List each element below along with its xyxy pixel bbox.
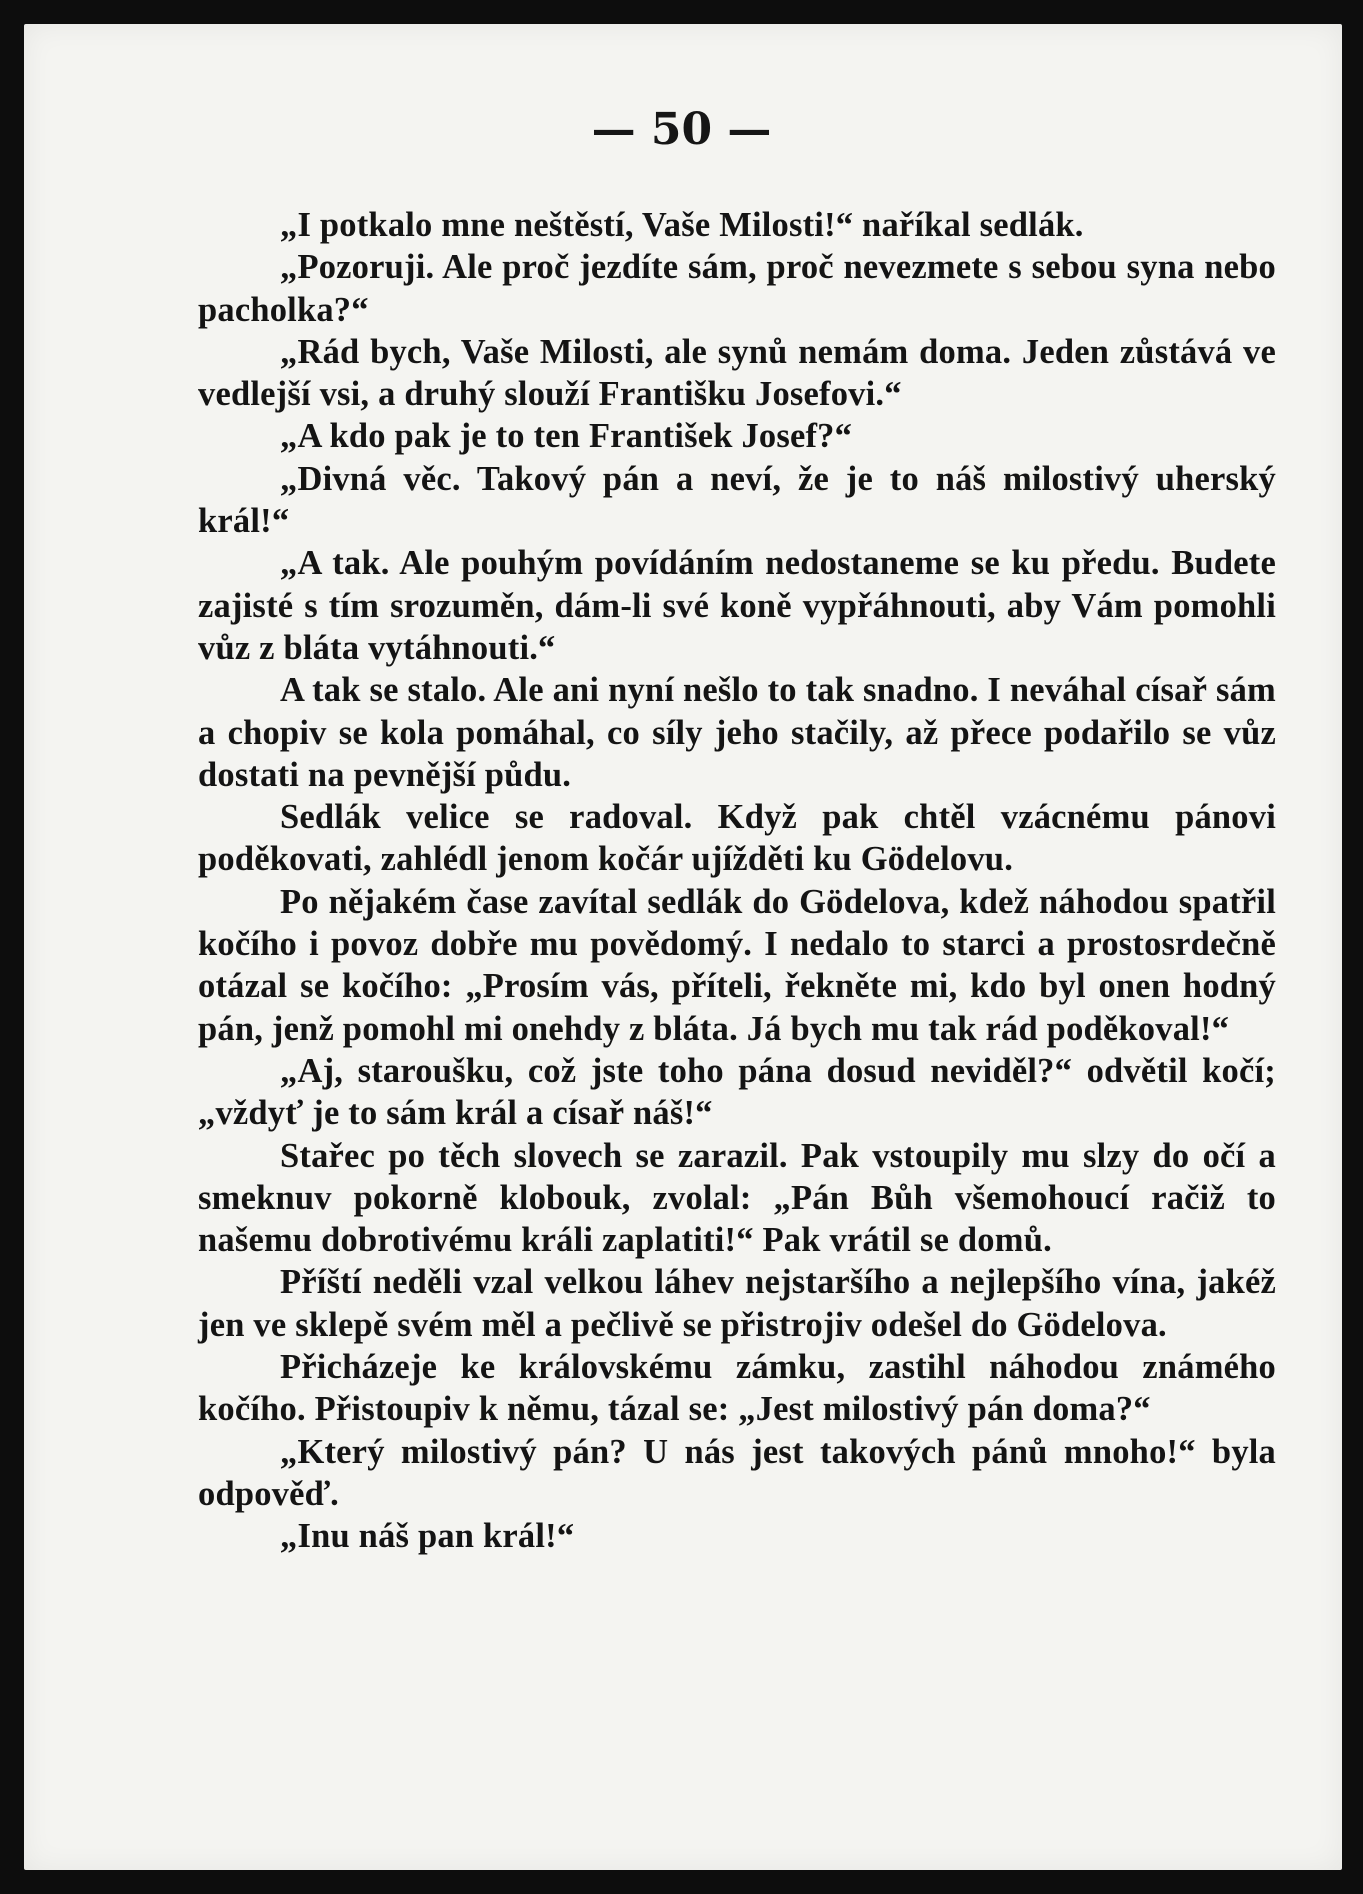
paragraph: Příští neděli vzal velkou láhev nejstaršího a nejlepšího vína, jakéž jen ve sklepě svém měl a pečlivě se přistrojiv odešel do Gödelova.: [198, 1263, 1276, 1344]
paragraph: Stařec po těch slovech se zarazil. Pak vstoupily mu slzy do očí a smeknuv pokorně klobouk, zvolal: „Pán Bůh všemohoucí račiž to našemu dobrotivému králi zaplatiti!“ Pak vrátil se domů.: [198, 1136, 1276, 1260]
paragraph: „Pozoruji. Ale proč jezdíte sám, proč nevezmete s sebou syna nebo pacholka?“: [198, 248, 1276, 329]
paragraph: Sedlák velice se radoval. Když pak chtěl vzácnému pánovi poděkovati, zahlédl jenom kočár ujížděti ku Gödelovu.: [198, 798, 1276, 879]
paragraph: „Aj, staroušku, což jste toho pána dosud neviděl?“ odvětil kočí; „vždyť je to sám král a císař náš!“: [198, 1051, 1276, 1133]
page-number: — 50 —: [591, 104, 772, 155]
paragraph: Po nějakém čase zavítal sedlák do Gödelova, kdež náhodou spatřil kočího i povoz dobře mu povědomý. I nedalo to starci a prostosrdečně otázal se kočího: „Prosím vás, příteli, řekněte mi, kdo byl onen hodný pán, jenž pomohl mi onehdy z bláta. Já bych mu tak rád poděkoval!“: [198, 882, 1276, 1048]
paragraph: „Rád bych, Vaše Milosti, ale synů nemám doma. Jeden zůstává ve vedlejší vsi, a druhý slouží Františku Josefovi.“: [198, 332, 1276, 414]
paragraph: „Který milostivý pán? U nás jest takových pánů mnoho!“ byla odpověď.: [198, 1432, 1276, 1513]
paragraph: A tak se stalo. Ale ani nyní nešlo to tak snadno. I neváhal císař sám a chopiv se kola pomáhal, co síly jeho stačily, až přece podařilo se vůz dostati na pevnější půdu.: [198, 671, 1276, 794]
paragraph: „A tak. Ale pouhým povídáním nedostaneme se ku předu. Budete zajisté s tím srozuměn, dám-li své koně vypřáhnouti, aby Vám pomohli vůz z bláta vytáhnouti.“: [198, 544, 1276, 667]
body-text: [198, 204, 1276, 1558]
paragraph: „Divná věc. Takový pán a neví, že je to náš milostivý uherský král!“: [198, 459, 1276, 541]
paragraph: „A kdo pak je to ten František Josef?“: [280, 417, 853, 456]
paragraph: Přicházeje ke královskému zámku, zastihl náhodou známého kočího. Přistoupiv k němu, tázal se: „Jest milostivý pán doma?“: [198, 1348, 1276, 1429]
paragraph: „Inu náš pan král!“: [280, 1517, 575, 1556]
paragraph: „I potkalo mne neštěstí, Vaše Milosti!“ naříkal sedlák.: [280, 206, 1084, 244]
